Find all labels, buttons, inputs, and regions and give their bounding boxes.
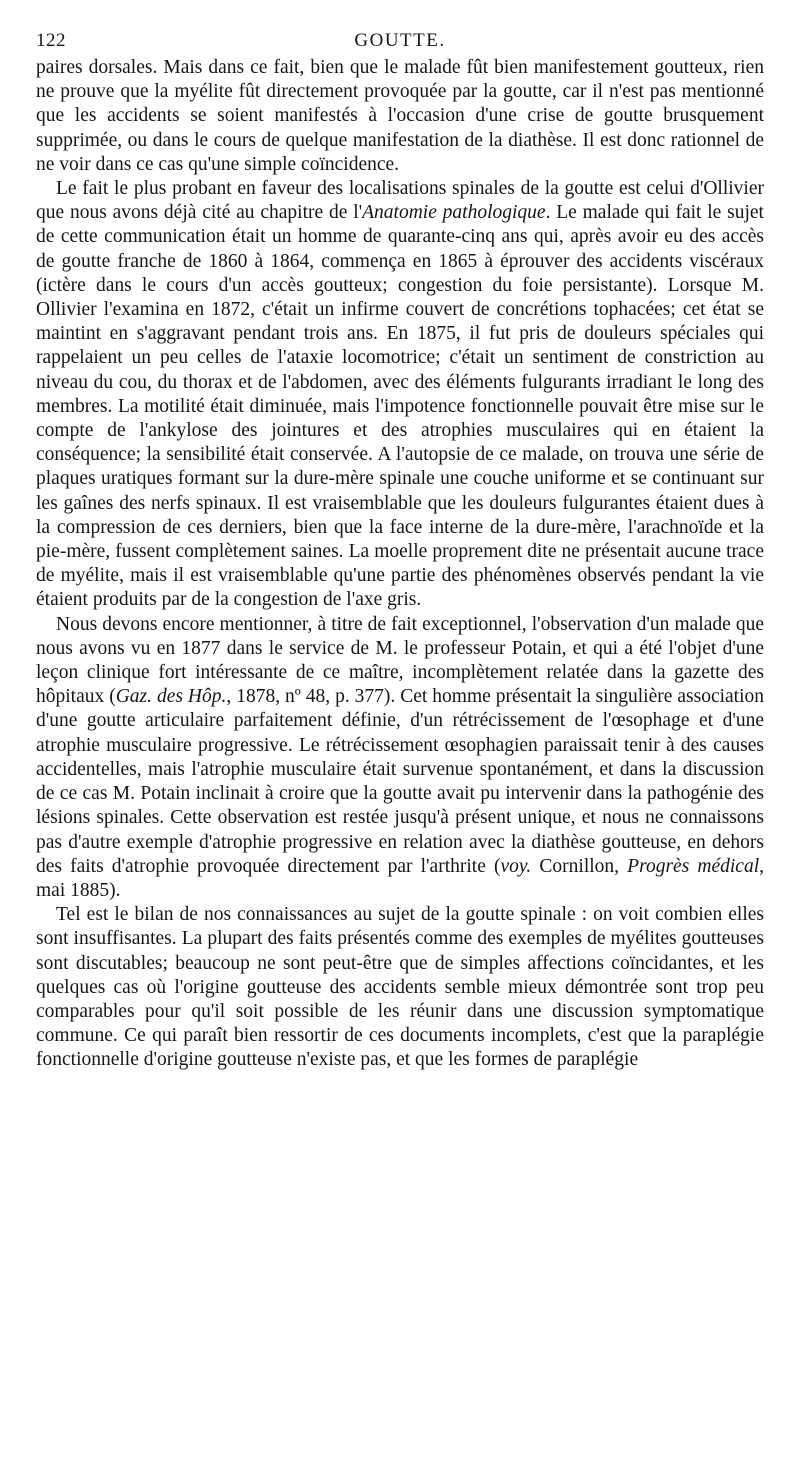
paragraph-1-text: paires dorsales. Mais dans ce fait, bien que le malade fût bien manifestement goutteux, rien ne prouve que la myélite fût directement provoquée par la goutte, car il n'est pas mentionné que les accidents se soient manifestés à l'occasion d'une crise de goutte brusquement supprimée, ou dans le cours de quelque manifestation de la diathèse. Il est donc rationnel de ne voir dans ce cas qu'une simple coïncidence. <box>36 57 764 175</box>
body-text <box>36 56 764 1073</box>
citation-gaz-des-hop: Gaz. des Hôp. <box>115 686 227 708</box>
citation-voy: voy. <box>500 855 532 877</box>
paragraph-1 <box>36 56 764 177</box>
paragraph-4-text: Tel est le bilan de nos connaissances au sujet de la goutte spinale : on voit combien elles sont insuffisantes. La plupart des faits présentés comme des exemples de myélites goutteuses sont discutables; beaucoup ne sont peut-être que de simples affections coïncidantes, et les quelques cas où l'origine goutteuse des accidents semble mieux démontrée sont trop peu comparables pour qu'il soit possible de les réunir dans une discussion symptomatique commune. Ce qui paraît bien ressortir de ces documents incomplets, c'est que la paraplégie fonctionnelle d'origine goutteuse n'existe pas, et que les formes de paraplégie <box>36 904 764 1071</box>
paragraph-3-text-a: Nous devons encore mentionner, à titre de fait exceptionnel, l'observation d'un malade que nous avons vu en 1877 dans le service de M. le professeur Potain, et qui a été l'objet d'une leçon clinique fort intéressante de ce maître, incomplètement relatée dans la gazette des hôpitaux ( <box>36 613 764 708</box>
book-page <box>36 22 764 1073</box>
citation-progres-medical: Progrès médical <box>627 855 760 877</box>
paragraph-3 <box>36 613 764 903</box>
paragraph-2 <box>36 177 764 613</box>
paragraph-3-text-c: Cornillon, <box>531 855 628 877</box>
paragraph-4 <box>36 903 764 1072</box>
citation-anatomie-pathologique: Anatomie pathologique <box>362 202 546 224</box>
page-number: 122 <box>36 30 66 51</box>
running-title: GOUTTE. <box>354 30 446 51</box>
paragraph-2-text-b: . Le malade qui fait le sujet de cette communication était un homme de quarante-cinq ans qui, après avoir eu des accès de goutte franche de 1860 à 1864, commença en 1865 à éprouver des accidents viscéraux (ictère dans le cours d'un accès goutteux; congestion du foie persistante). Lorsque M. Ollivier l'examina en 1872, c'était un infirme couvert de concrétions tophacées; cet état se maintint en s'aggravant pendant trois ans. En 1875, il fut pris de douleurs spéciales qui rappelaient un peu celles de l'ataxie locomotrice; c'était un sentiment de constriction au niveau du cou, du thorax et de l'abdomen, avec des éléments fulgurants irradiant le long des membres. La motilité était diminuée, mais l'impotence fonctionnelle pouvait être mise sur le compte de l'ankylose des jointures et des atrophies musculaires qui en étaient la conséquence; la sensibilité était conservée. A l'autopsie de ce malade, on trouva une série de plaques uratiques formant sur la dure-mère spinale une couche uniforme et se continuant sur les gaînes des nerfs spinaux. Il est vraisemblable que les douleurs fulgurantes étaient dues à la compression de ces derniers, bien que la face interne de la dure-mère, l'arachnoïde et la pie-mère, fussent complètement saines. La moelle proprement dite ne présentait aucune trace de myélite, mais il est vraisemblable qu'une partie des phénomènes observés pendant la vie étaient produits par de la congestion de l'axe gris. <box>36 202 764 611</box>
paragraph-3-text-b: , 1878, nº 48, p. 377). Cet homme présentait la singulière association d'une goutte articulaire parfaitement définie, d'un rétrécissement de l'œsophage et d'une atrophie musculaire progressive. Le rétrécissement œsophagien paraissait tenir à des causes accidentelles, mais l'atrophie musculaire était survenue spontanément, et dans la discussion de ce cas M. Potain inclinait à croire que la goutte avait pu intervenir dans la pathogénie des lésions spinales. Cette observation est restée jusqu'à présent unique, et nous ne connaissons pas d'autre exemple d'atrophie progressive en relation avec la diathèse goutteuse, en dehors des faits d'atrophie provoquée directement par l'arthrite ( <box>36 686 765 877</box>
paragraph-2-text-a: Le fait le plus probant en faveur des localisations spinales de la goutte est celui d'Ollivier que nous avons déjà cité au chapitre de l' <box>36 178 764 224</box>
running-head <box>36 22 764 56</box>
paragraph-3-text-d: , mai 1885). <box>36 855 764 901</box>
